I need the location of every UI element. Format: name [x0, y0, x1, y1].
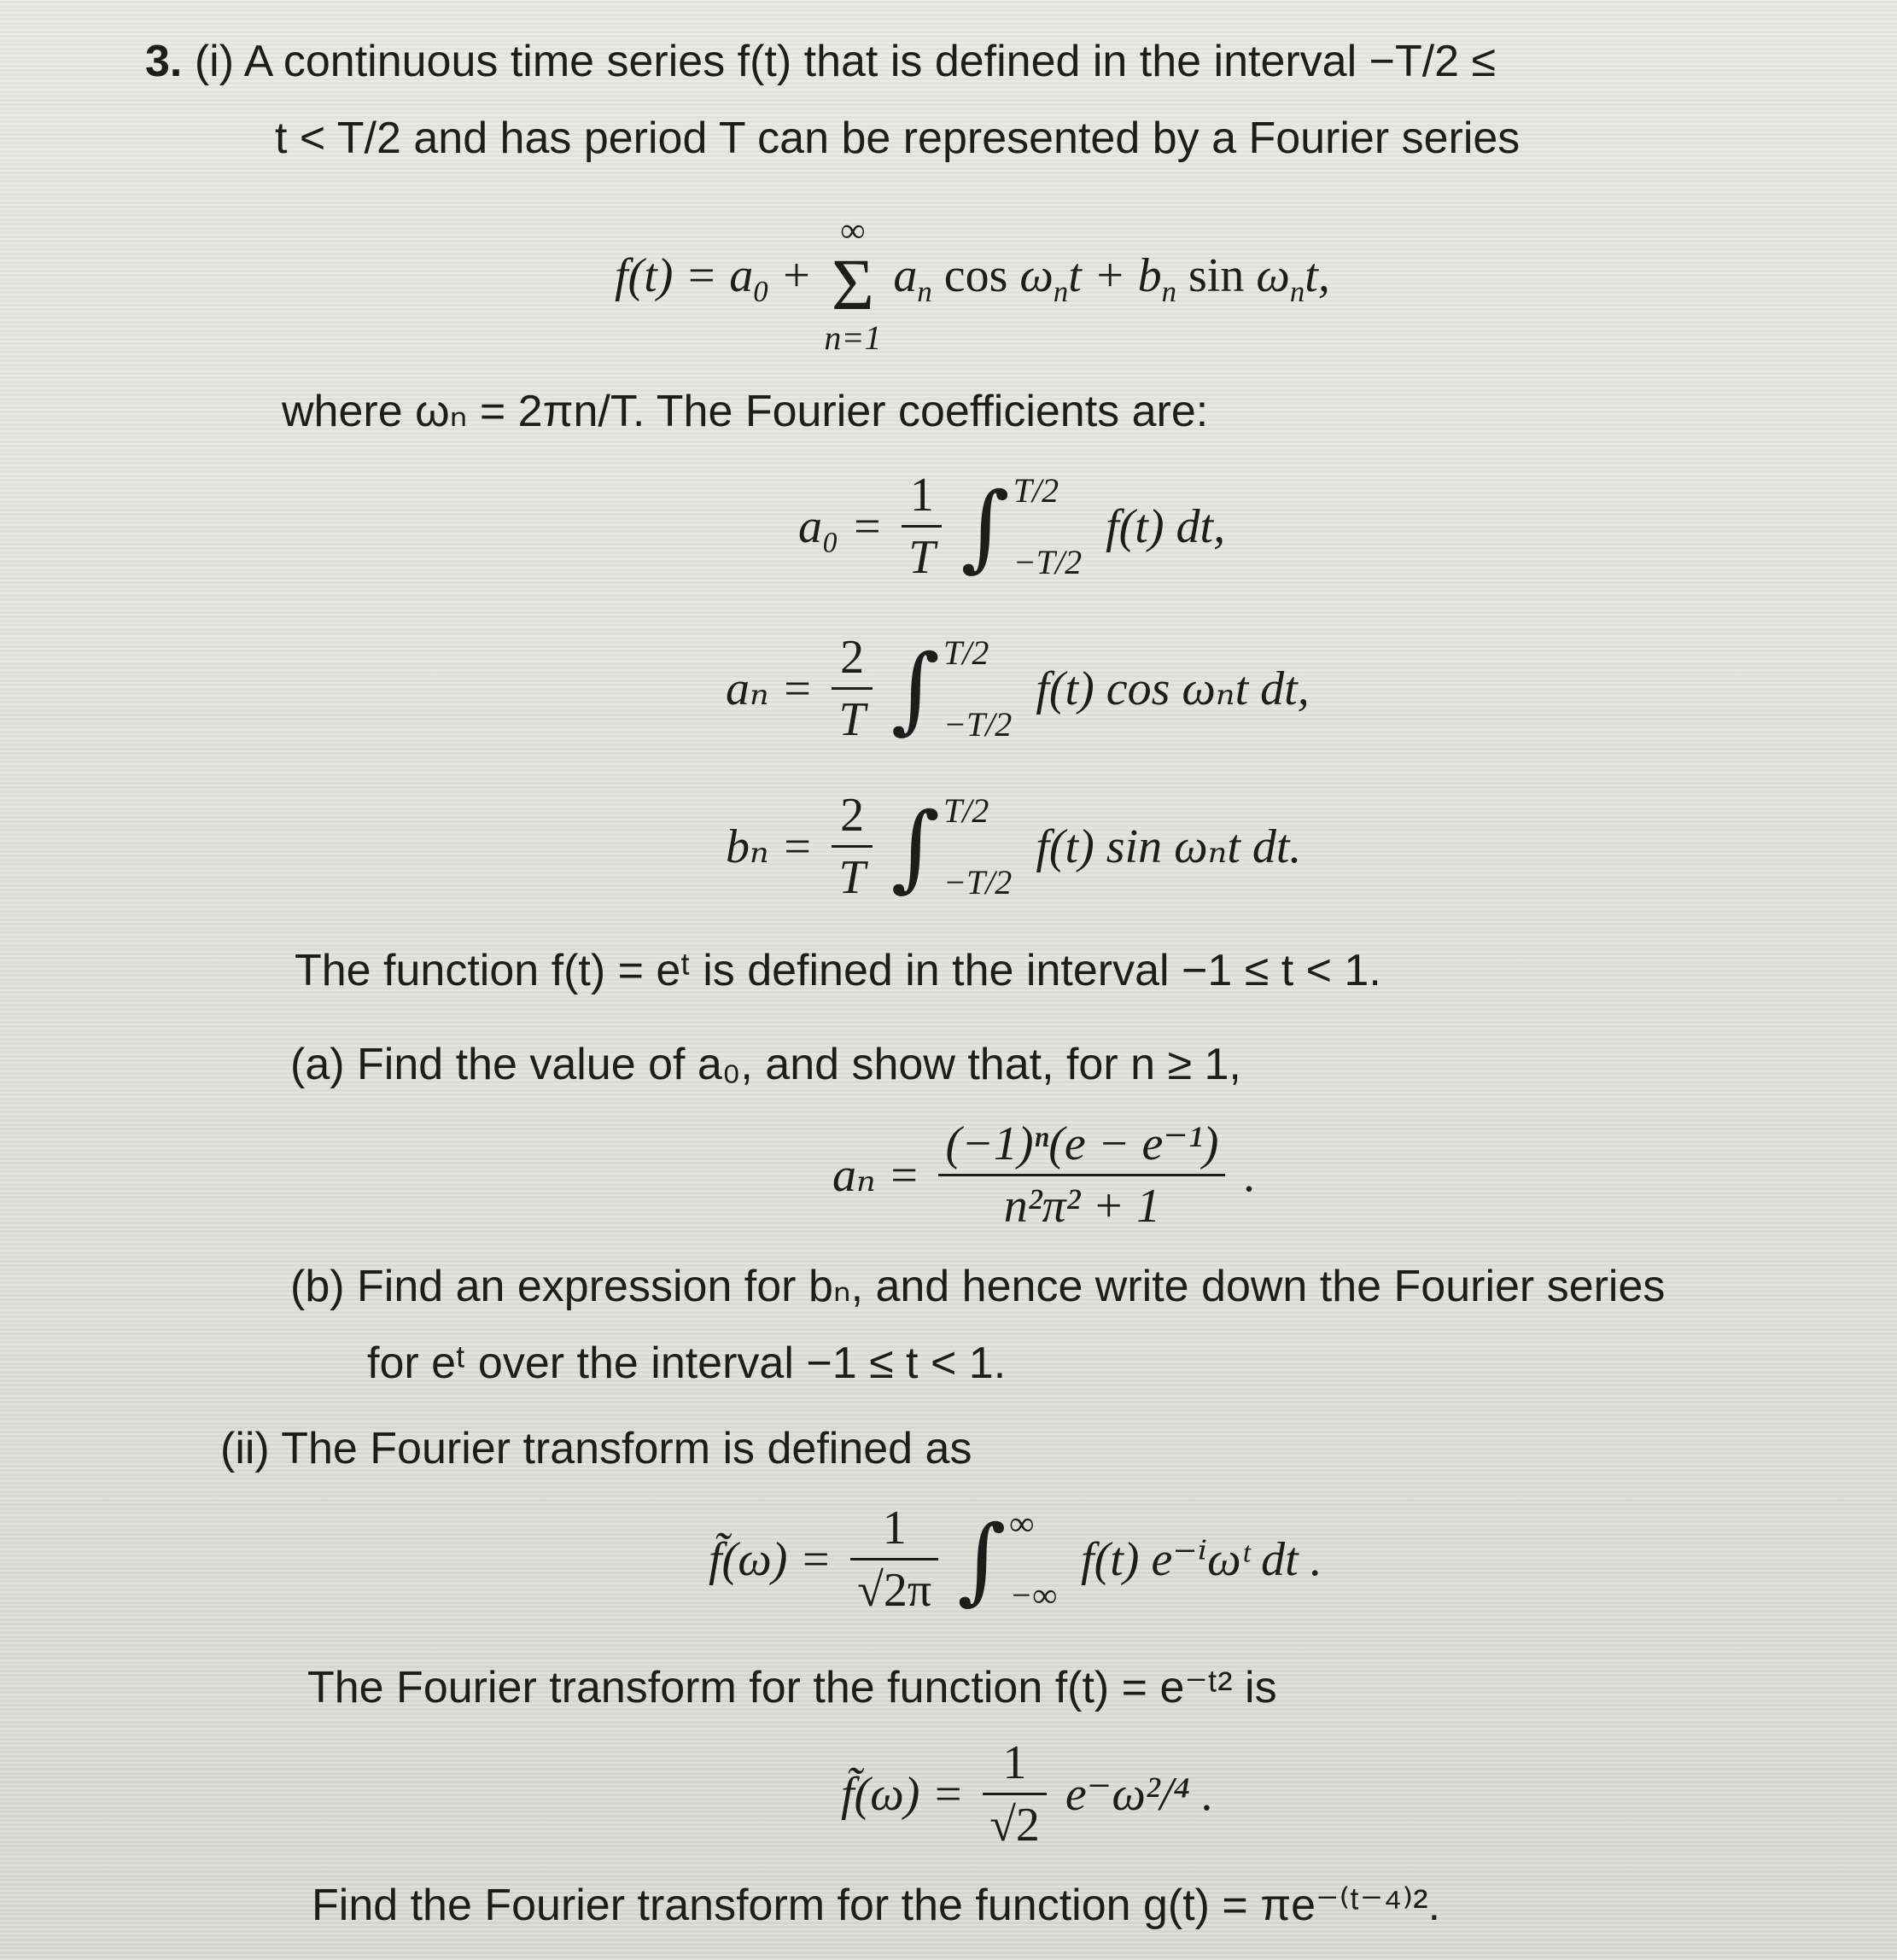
an-denominator: T: [838, 693, 866, 746]
gauss-exponential: e⁻ω²/⁴: [1065, 1767, 1190, 1821]
gauss-numerator: 1: [983, 1733, 1047, 1795]
an-lhs: aₙ =: [726, 662, 814, 715]
bn-definition: [726, 785, 1301, 907]
an-upper-limit: T/2: [943, 633, 989, 672]
a0-denominator: T: [908, 531, 936, 584]
an-result-equation: [832, 1114, 1256, 1236]
question-number-and-intro: [145, 34, 1496, 89]
an-result-denominator: n²π² + 1: [1003, 1180, 1161, 1233]
part-ii-text: (ii) The Fourier transform is defined as: [220, 1424, 972, 1473]
bn-integral-sign: ∫: [890, 791, 940, 901]
an-integral-sign: ∫: [890, 633, 940, 744]
intro-line-2: t < T/2 and has period T can be represented by a Fourier series: [275, 114, 1521, 163]
bn-integrand: f(t) sin ωₙt dt.: [1036, 820, 1302, 873]
bn-lhs: bₙ =: [726, 820, 814, 873]
a0-lower-limit: −T/2: [1013, 542, 1083, 581]
fourier-series-equation: [615, 213, 1330, 355]
gauss-lhs: f̃(ω) =: [841, 1767, 965, 1821]
bn-limits: [943, 792, 1012, 901]
bn-numerator: 2: [832, 785, 872, 848]
an-lower-limit: −T/2: [943, 704, 1013, 744]
ft-numerator: 1: [850, 1498, 938, 1560]
an-numerator: 2: [832, 627, 872, 690]
an-result-lhs: aₙ =: [832, 1148, 920, 1202]
a0-upper-limit: T/2: [1013, 470, 1059, 510]
sum-lower-limit: n=1: [824, 318, 882, 357]
a0-integral-sign: ∫: [960, 471, 1010, 581]
series-rhs: $a_n$ $\cos \omega_nt + b_n$ $\sin \omega_nt$,: [893, 249, 1330, 309]
an-definition: [726, 627, 1310, 750]
ft-gauss-text: The Fourier transform for the function f(t) = e⁻ᵗ² is: [307, 1663, 1277, 1712]
part-b-line-1: (b) Find an expression for bₙ, and hence write down the Fourier series: [290, 1262, 1666, 1311]
ft-denominator: √2π: [857, 1564, 932, 1617]
gauss-period: .: [1201, 1767, 1214, 1821]
ft-integral-sign: ∫: [957, 1504, 1007, 1614]
a0-numerator: 1: [902, 465, 942, 528]
gauss-denominator: √2: [989, 1799, 1040, 1852]
an-result-fraction: [938, 1114, 1225, 1236]
sum-upper-limit: ∞: [840, 211, 866, 249]
gauss-fraction: [983, 1733, 1047, 1855]
a0-integrand: f(t) dt,: [1106, 499, 1226, 553]
part-a-text: (a) Find the value of a₀, and show that, for n ≥ 1,: [290, 1040, 1241, 1089]
a0-limits: [1013, 472, 1082, 581]
question-number: 3.: [145, 37, 183, 86]
bn-lower-limit: −T/2: [943, 862, 1013, 901]
sigma-glyph: Σ: [831, 243, 874, 325]
an-result-numerator: (−1)ⁿ(e − e⁻¹): [938, 1114, 1225, 1176]
bn-fraction: [832, 785, 872, 907]
part-i-label: (i): [194, 37, 235, 86]
fourier-transform-definition: [709, 1498, 1322, 1620]
a0-lhs: a₀ =: [798, 499, 884, 553]
ft-upper-limit: ∞: [1009, 1503, 1035, 1543]
an-fraction: [832, 627, 872, 750]
bn-upper-limit: T/2: [943, 790, 989, 830]
an-limits: [943, 634, 1012, 744]
where-text: where ωₙ = 2πn/T. The Fourier coefficients are:: [282, 387, 1209, 436]
sum-symbol: [824, 213, 881, 355]
an-result-period: .: [1244, 1148, 1257, 1202]
series-lhs: $f(t) = a_0$ +: [615, 249, 813, 309]
final-question-text: Find the Fourier transform for the function g(t) = πe⁻⁽ᵗ⁻⁴⁾².: [312, 1881, 1441, 1930]
part-b-line-2: for eᵗ over the interval −1 ≤ t < 1.: [367, 1339, 1007, 1388]
a0-fraction: [902, 465, 942, 587]
a0-definition: [798, 465, 1225, 587]
ft-limits: [1010, 1505, 1058, 1614]
bn-denominator: T: [838, 851, 866, 904]
an-integrand: f(t) cos ωₙt dt,: [1036, 662, 1310, 715]
ft-lhs: f̃(ω) =: [709, 1532, 832, 1586]
gaussian-transform-equation: [841, 1733, 1214, 1855]
ft-integrand: f(t) e⁻ⁱωᵗ dt .: [1081, 1532, 1322, 1586]
ft-fraction: [850, 1498, 938, 1620]
intro-line-1: A continuous time series f(t) that is defined in the interval −T/2 ≤: [243, 37, 1497, 86]
function-text: The function f(t) = eᵗ is defined in the interval −1 ≤ t < 1.: [295, 946, 1381, 995]
ft-lower-limit: −∞: [1009, 1575, 1058, 1614]
